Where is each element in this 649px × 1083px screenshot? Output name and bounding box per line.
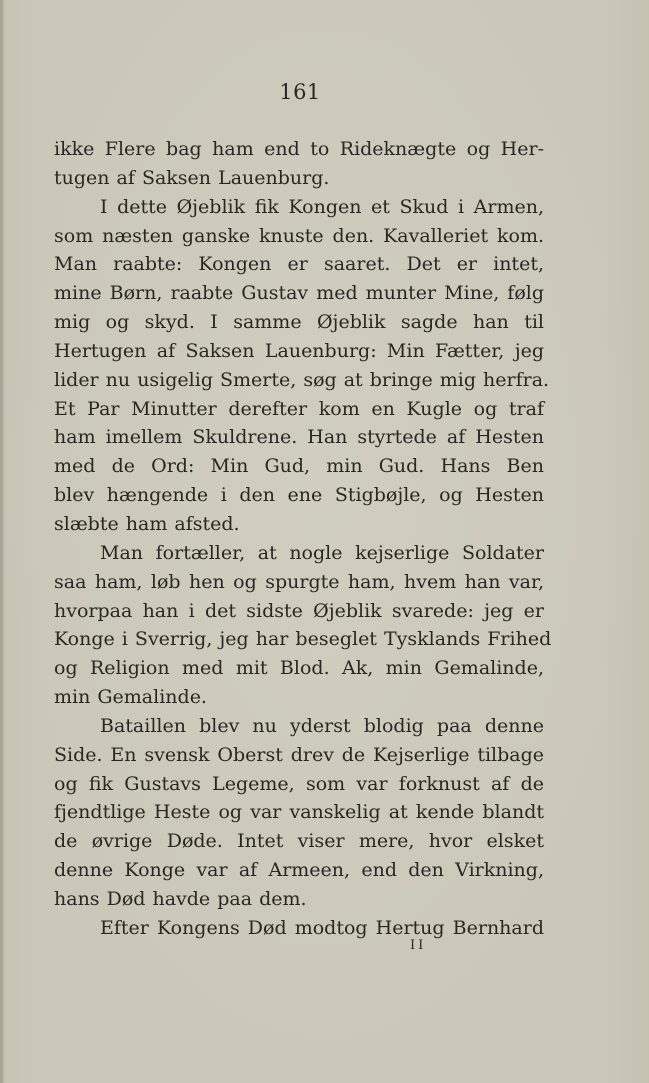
text-line: I dette Øjeblik fik Kongen et Skud i Armen, xyxy=(100,195,544,218)
text-line: Konge i Sverrig, jeg har beseglet Tysklands Frihed xyxy=(54,628,552,651)
text-line: Man raabte: Kongen er saaret. Det er intet, xyxy=(54,253,544,276)
body-text xyxy=(54,135,552,943)
text-line: fjendtlige Heste og var vanskelig at kende blandt xyxy=(54,801,544,824)
text-line: Hertugen af Saksen Lauenburg: Min Fætter, jeg xyxy=(54,339,544,362)
text-line: slæbte ham afsted. xyxy=(54,512,240,535)
text-line: og fik Gustavs Legeme, som var forknust af de xyxy=(54,772,544,795)
text-line: de øvrige Døde. Intet viser mere, hvor elsket xyxy=(54,830,544,853)
text-line: Bataillen blev nu yderst blodig paa denne xyxy=(100,714,544,737)
text-line: hans Død havde paa dem. xyxy=(54,887,307,910)
text-line: blev hængende i den ene Stigbøjle, og Hesten xyxy=(54,484,544,507)
text-line: hvorpaa han i det sidste Øjeblik svarede: jeg er xyxy=(54,599,544,622)
text-line: Side. En svensk Oberst drev de Kejserlige tilbage xyxy=(54,743,544,766)
text-line: lider nu usigelig Smerte, søg at bringe mig herfra. xyxy=(54,368,550,391)
text-line: min Gemalinde. xyxy=(54,686,207,709)
page-number: 161 xyxy=(279,80,321,104)
text-line: som næsten ganske knuste den. Kavalleriet kom. xyxy=(54,224,544,247)
text-line: saa ham, løb hen og spurgte ham, hvem han var, xyxy=(54,570,544,593)
text-line: mig og skyd. I samme Øjeblik sagde han til xyxy=(54,311,544,334)
text-line: og Religion med mit Blod. Ak, min Gemalinde, xyxy=(54,657,544,680)
text-line: ikke Flere bag ham end to Rideknægte og Her- xyxy=(54,138,544,160)
text-line: Man fortæller, at nogle kejserlige Soldater xyxy=(100,541,544,564)
text-line: med de Ord: Min Gud, min Gud. Hans Ben xyxy=(54,455,544,478)
text-line: Efter Kongens Død modtog Hertug Bernhard xyxy=(100,916,544,939)
text-line: tugen af Saksen Lauenburg. xyxy=(54,166,330,189)
signature-mark: II xyxy=(410,938,427,953)
page-binding-edge xyxy=(0,0,3,1083)
text-line: Et Par Minutter derefter kom en Kugle og traf xyxy=(54,397,544,420)
text-line: denne Konge var af Armeen, end den Virkning, xyxy=(54,859,544,882)
text-line: mine Børn, raabte Gustav med munter Mine, følg xyxy=(54,282,544,305)
text-line: ham imellem Skuldrene. Han styrtede af Hesten xyxy=(54,426,544,449)
